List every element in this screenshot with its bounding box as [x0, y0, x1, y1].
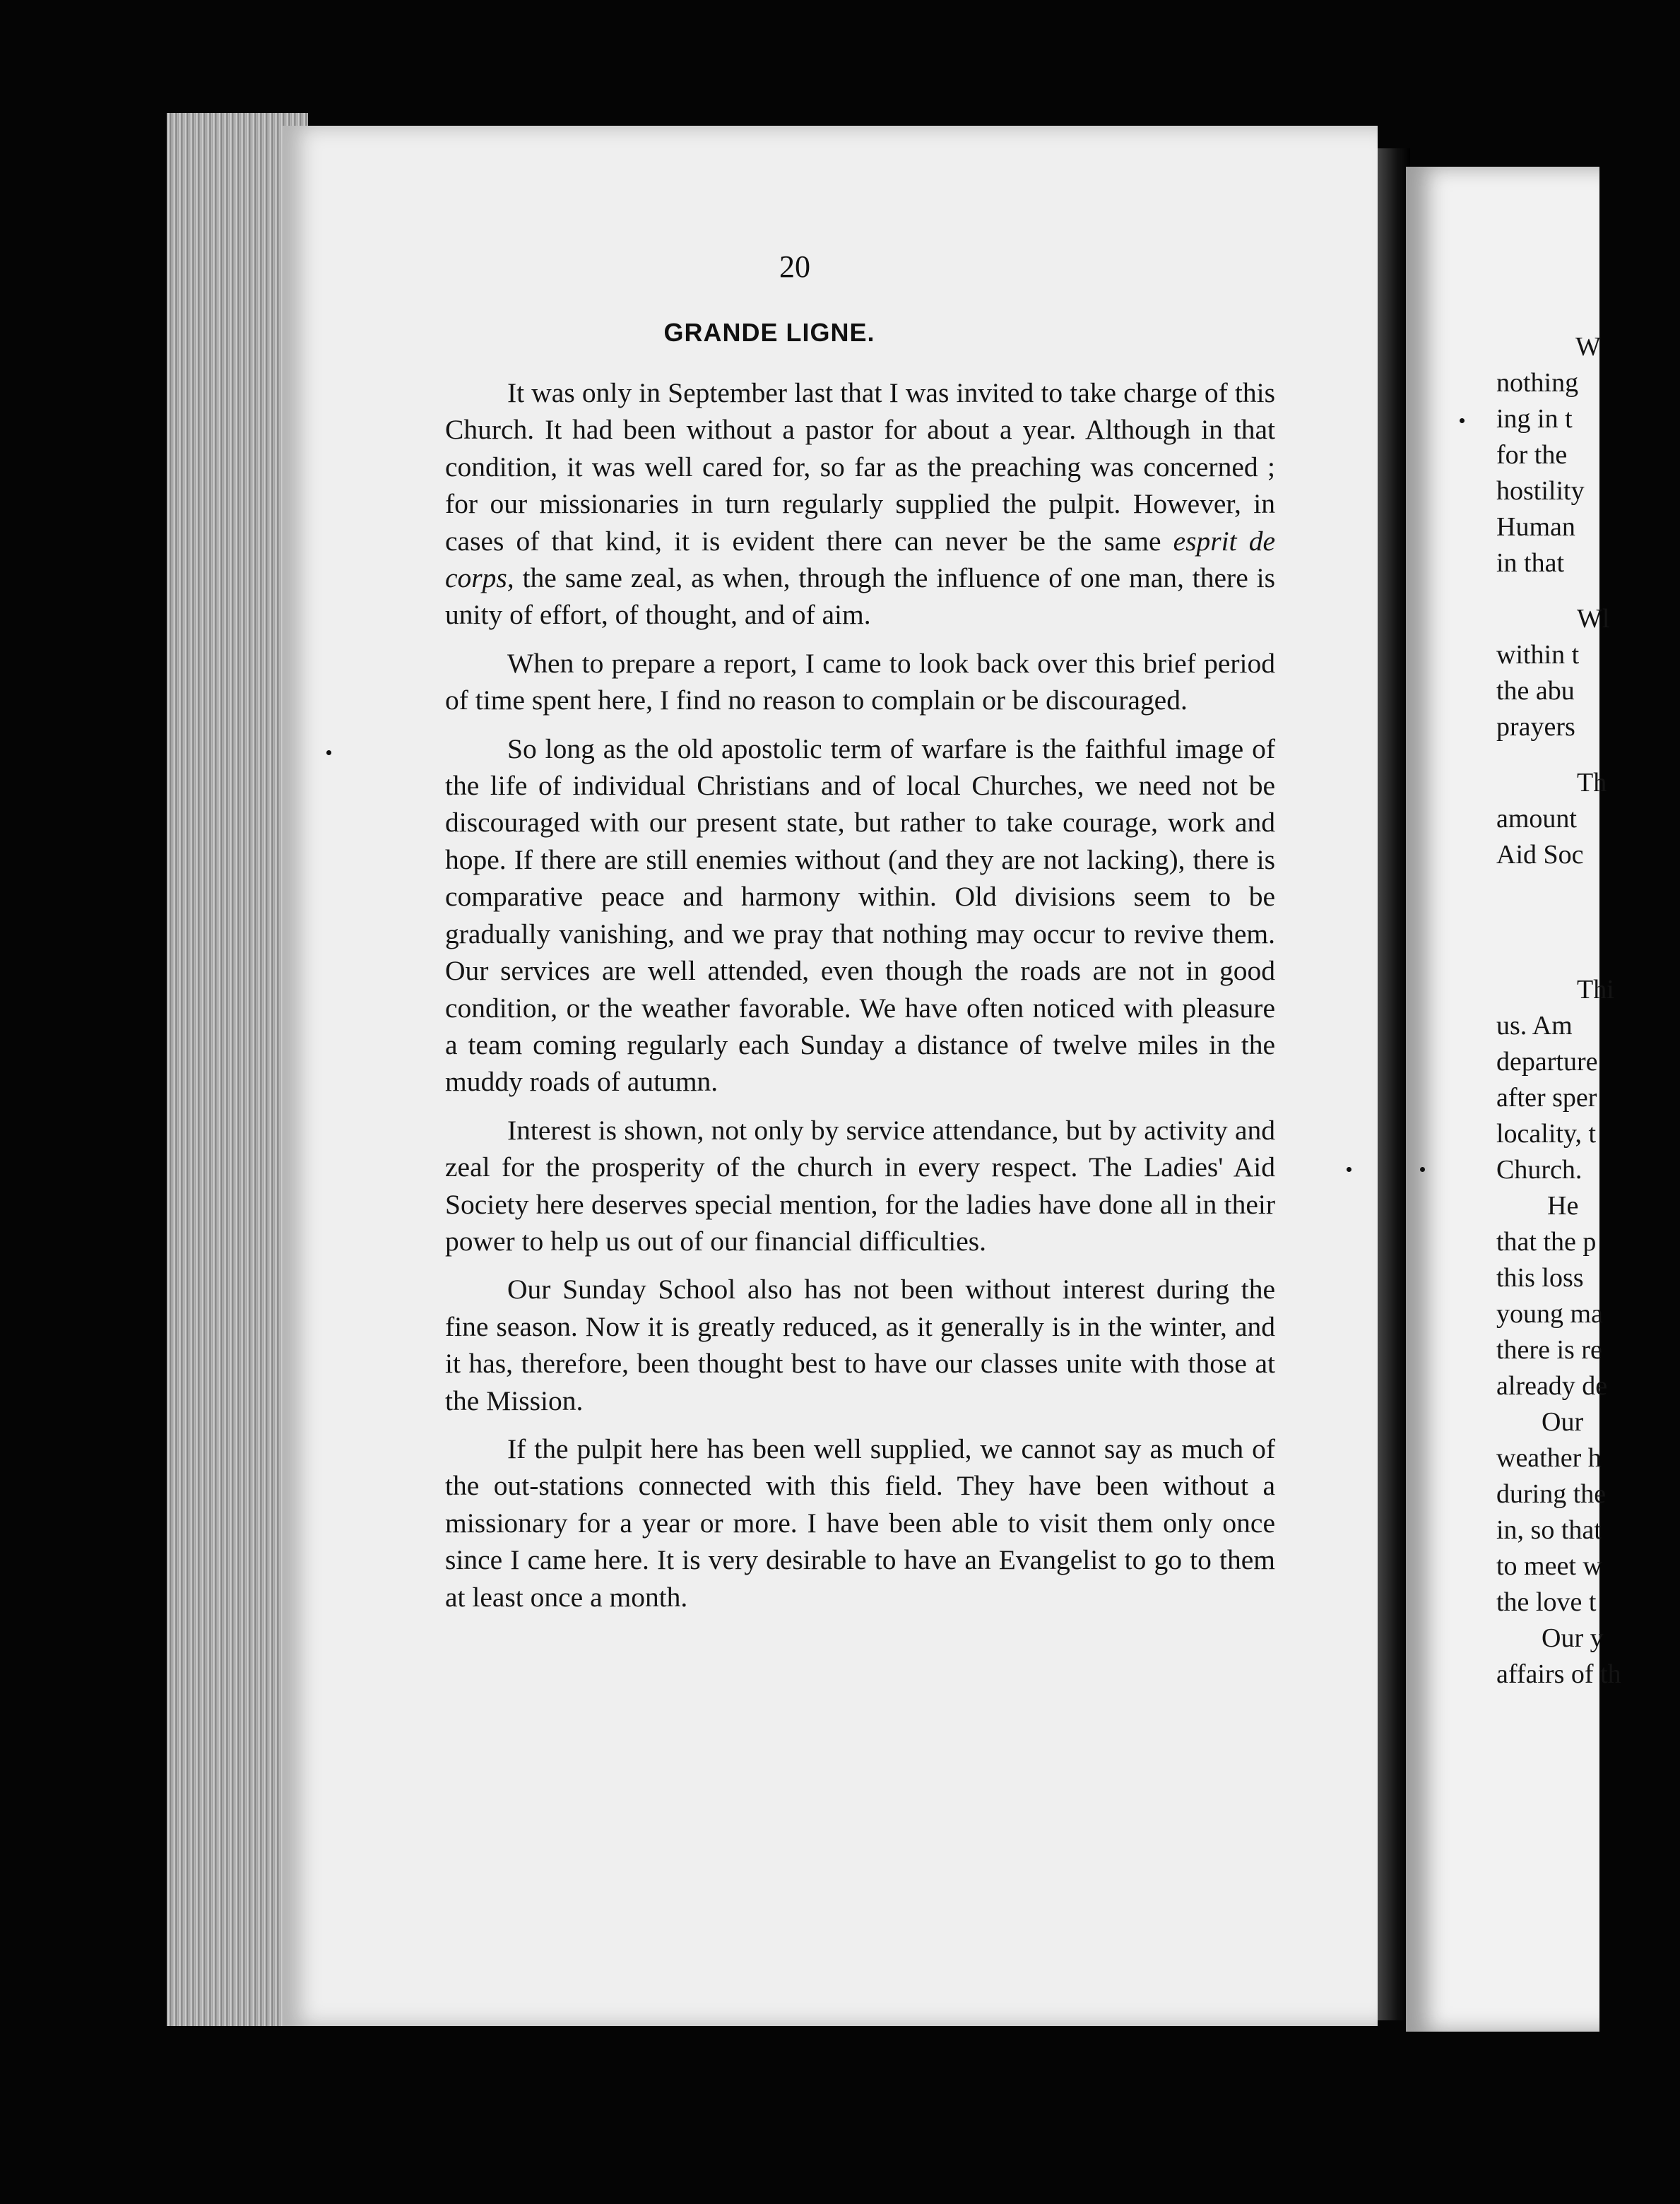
paragraph-3: So long as the old apostolic term of warfare is the faithful image of the life of individual Christians and of local Churches, we need not be discouraged with our present state, but rather to take courage, work and hope. If there are still enemies without (and they are not lacking), there is comparative peace and harmony within. Old divisions seem to be gradually vanishing, and we pray that nothing may occur to revive them. Our services are well attended, even though the roads are not in good condition, or the weather favorable. We have often noticed with pleasure a team coming regularly each Sunday a distance of twelve miles in the muddy roads of autumn.: [445, 733, 1275, 1098]
paragraph-2: When to prepare a report, I came to look back over this brief period of time spent here, I find no reason to complain or be discouraged.: [445, 647, 1275, 716]
facing-page-text: W nothing ing in t for the hostility Human in that Wl within t the abu prayers Th amount Aid Soc Thi us. Am departure after sper locality, t Church. He that the p this loss young ma there is re already de Our weather h during the in, so that to meet w the love t Our y affairs of th: [1496, 332, 1621, 1689]
paragraph-6: If the pulpit here has been well supplied, we cannot say as much of the out-stations connected with this field. They have been without a missionary for a year or more. I have been able to visit them only once since I came here. It is very desirable to have an Evangelist to go to them at least once a month.: [445, 1433, 1275, 1613]
ink-speck: [1347, 1167, 1351, 1172]
page-number: 20: [779, 249, 810, 284]
paragraph-5: Our Sunday School also has not been without interest during the fine season. Now it is greatly reduced, as it generally is in the winter, and it has, therefore, been thought best to have our classes unite with those at the Mission.: [445, 1274, 1275, 1416]
ink-speck: [1420, 1167, 1425, 1172]
paragraph-4: Interest is shown, not only by service attendance, but by activity and zeal for the prosperity of the church in every respect. The Ladies' Aid Society here deserves special mention, for the ladies have done all in their power to help us out of our financial difficulties.: [445, 1114, 1275, 1257]
paragraph-1: It was only in September last that I was invited to take charge of this Church. It had been without a pastor for about a year. Although in that condition, it was well cared for, so far as the preaching was concerned ; for our missionaries in turn regularly supplied the pulpit. However, in cases of that kind, it is evident there can never be the same esprit de corps, the same zeal, as when, through the influence of one man, there is unity of effort, of thought, and of aim.: [445, 377, 1275, 631]
italic-phrase: esprit de corps,: [445, 525, 1275, 594]
body-text: [445, 374, 1275, 1627]
ink-speck: [326, 750, 331, 755]
ink-speck: [1460, 418, 1465, 423]
section-heading: GRANDE LIGNE.: [663, 318, 875, 347]
